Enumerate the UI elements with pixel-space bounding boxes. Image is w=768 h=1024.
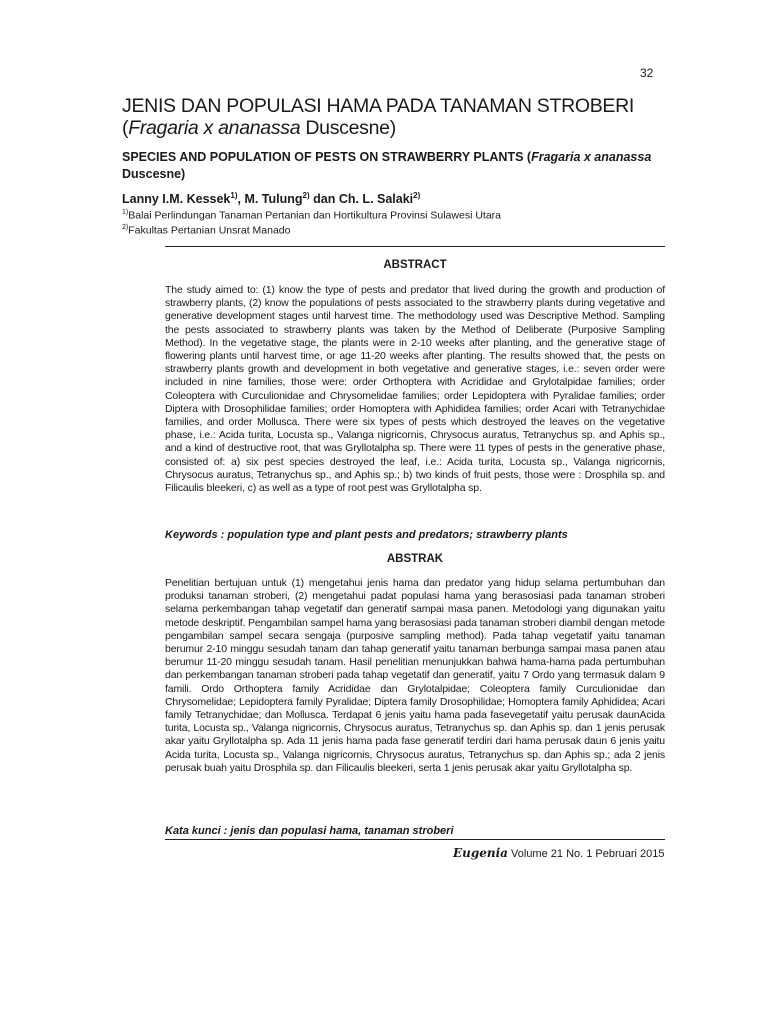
abstrak-body: Penelitian bertujuan untuk (1) mengetahui jenis hama dan predator yang hidup selama pertumbuhan dan produksi tanaman stroberi, (2) mengetahui padat populasi hama yang berasosiasi pada tanaman stroberi selama perkembangan tahap vegetatif dan generatif sampai masa panen. Metodologi yang digunakan yaitu metode deskriptif. Pengambilan sampel hama yang berasosiasi pada tanaman stroberi diambil dengan metode pengambilan sampel secara sengaja (purposive sampling method). Pada tahap vegetatif yaitu tanaman berumur 2-10 minggu sesudah tanam dan tahap generatif yaitu tanaman berbunga sampai masa panen atau berumur 11-20 minggu sesudah tanam. Hasil penelitian menunjukkan bahwa hama-hama pada pertumbuhan dan perkembangan tanaman stroberi pada tahap vegetatif dan generatif, yaitu 7 Ordo yang termasuk dalam 9 famili. Ordo Orthoptera family Acrididae dan Grylotalpidae; Coleoptera family Curculionidae dan Chrysomelidae; Lepidoptera family Pyralidae; Diptera family Drosophilidae; Homoptera family Aphididea; Acari family Tetranychidae; dan Mollusca. Terdapat 6 jenis yaitu hama pada fasevegetatif yaitu perusak daunAcida turita, Locusta sp., Valanga nigricornis, Chrysocus auratus, Tetranychus sp. dan Aphis sp. dan 1 jenis perusak akar yaitu Gryllotalpha sp. Ada 11 jenis hama pada fase generatif terdiri dari hama perusak daun 6 jenis yaitu Acida turita, Locusta sp., Valanga nigricornis, Chrysocus auratus, Tetranychus sp. dan Aphis sp.; ada 2 jenis perusak buah yaitu Drosphila sp. dan Filicaulis bleekeri, serta 1 jenis perusak akar yaitu Gryllotalpha sp. [165, 577, 665, 774]
abstract-body: The study aimed to: (1) know the type of pests and predator that lived during the growth and production of strawberry plants, (2) know the populations of pests associated to the strawberry plants during vegetative and generative development stages until harvest time. The methodology used was Descriptive Method. Sampling the pests associated to strawberry plants was taken by the Method of Deliberate (Purposive Sampling Method). In the vegetative stage, the plants were in 2-10 weeks after planting, and the generative stage of flowering plants until harvest time, or age 11-20 weeks after planting. The results showed that, the pests on strawberry plants growth and development in both vegetative and generative stages, i.e.: seven order were included in nine families, those were: order Orthoptera with Acrididae and Grylotalpidae families; order Coleoptera with Curculionidae and Chrysomelidae families; order Lepidoptera with Pyralidae families; order Diptera with Drosophilidae families; order Homoptera with Aphididea families; order Acari with Tetranychidae families, and order Mollusca. There were six types of pests which destroyed the leaves on the vegetative phase, i.e.: Acida turita, Locusta sp., Valanga nigricornis, Chrysocus auratus, Tetranychus sp. and Aphis sp., and a kind of destructive root, that was Gryllotalpha sp. There were 11 types of pests in the generative phase, consisted of: a) six pest species destroyed the leaf, i.e.: Acida turita, Locusta sp., Valanga nigricornis, Chrysocus auratus, Tetranychus sp., and Aphis sp.; b) two kinds of fruit pests, those were : Drosphila sp. and Filicaulis bleekeri, c) as well as a type of root pest was Gryllotalpha sp. [165, 284, 665, 495]
abstrak-heading: ABSTRAK [386, 553, 444, 565]
page-number: 32 [640, 66, 654, 80]
affiliation-2-marker: 2) [122, 224, 129, 231]
header-divider [165, 246, 665, 247]
paper-subtitle [122, 149, 662, 183]
abstract-heading: ABSTRACT [383, 259, 447, 271]
author-1-marker: 1) [230, 191, 238, 200]
affiliation-2-text: Fakultas Pertanian Unsrat Manado [128, 224, 291, 237]
paper-title [122, 95, 662, 139]
author-list [122, 191, 420, 206]
footer-divider [165, 839, 665, 840]
title-text: JENIS DAN POPULASI HAMA PADA TANAMAN STROBERI ( [122, 95, 635, 139]
author-2: , M. Tulung [237, 192, 303, 207]
author-2-marker: 2) [302, 191, 310, 200]
affiliation-1-text: Balai Perlindungan Tanaman Pertanian dan Hortikultura Provinsi Sulawesi Utara [128, 209, 501, 222]
keywords-english: Keywords : population type and plant pests and predators; strawberry plants [165, 529, 568, 541]
subtitle-author-name: Duscesne) [122, 167, 186, 181]
title-author-name: Duscesne) [300, 117, 396, 139]
keywords-indonesian: Kata kunci : jenis dan populasi hama, tanaman stroberi [165, 825, 454, 837]
affiliation-2 [122, 224, 291, 237]
author-3-marker: 2) [413, 191, 421, 200]
journal-name: Eugenia [453, 846, 508, 860]
affiliation-1-marker: 1) [122, 209, 129, 216]
journal-issue: Volume 21 No. 1 Pebruari 2015 [507, 848, 665, 860]
journal-footer [453, 846, 665, 860]
title-species: Fragaria x ananassa [128, 117, 301, 139]
subtitle-species: Fragaria x ananassa [531, 150, 652, 164]
subtitle-text: SPECIES AND POPULATION OF PESTS ON STRAWBERRY PLANTS ( [122, 150, 532, 164]
affiliation-1 [122, 209, 501, 222]
author-1: Lanny I.M. Kessek [122, 192, 231, 207]
author-3: dan Ch. L. Salaki [309, 192, 414, 207]
